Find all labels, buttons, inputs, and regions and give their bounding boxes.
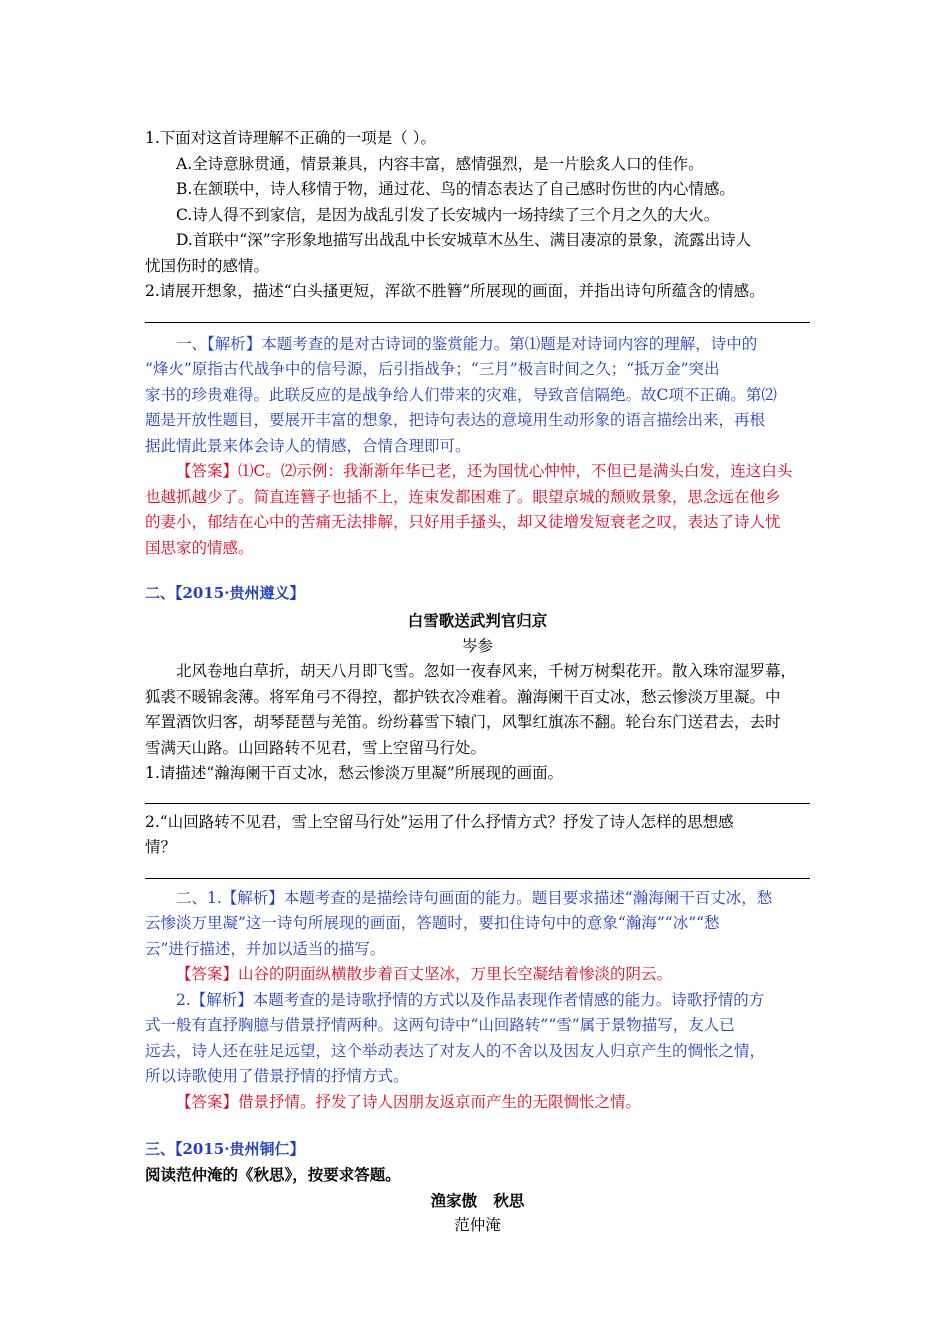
analysis-line: 云”进行描述，并加以适当的描写。	[145, 939, 386, 958]
analysis-line: 所以诗歌使用了借景抒情的抒情方式。	[145, 1067, 409, 1085]
poem-line: 狐裘不暖锦衾薄。将军角弓不得控，都护铁衣冷难着。瀚海阑干百丈冰，愁云惨淡万里凝。中	[145, 687, 781, 706]
analysis-line: 式一般有直抒胸臆与借景抒情两种。这两句诗中“山回路转”“雪”属于景物描写，友人已	[145, 1016, 735, 1034]
q1-option-d-cont: 忧国伤时的感情。	[145, 256, 270, 275]
analysis-line: 题是开放性题目，要展开丰富的想象，把诗句表达的意境用生动形象的语言描绘出来，再根	[145, 411, 766, 429]
q1-question: 1.下面对这首诗理解不正确的一项是（ ）。	[145, 129, 436, 147]
analysis-line: 一、【解析】本题考查的是对古诗词的鉴赏能力。第⑴题是对诗词内容的理解，诗中的	[176, 334, 758, 353]
analysis-line: 2.【解析】本题考查的是诗歌抒情的方式以及作品表现作者情感的能力。诗歌抒情的方	[176, 990, 765, 1009]
poem-title: 白雪歌送武判官归京	[407, 611, 548, 630]
analysis-line: “烽火”原指古代战争中的信号源，后引指战争；“三月”极言时间之久；“抵万金”突出	[145, 360, 720, 378]
q1-option-a: A.全诗意脉贯通，情景兼具，内容丰富，感情强烈，是一片脍炙人口的佳作。	[176, 154, 704, 173]
q2-question: 2.请展开想象，描述“白头搔更短，浑欲不胜簪”所展现的画面，并指出诗句所蕴含的情感。	[145, 282, 765, 300]
section-3-intro: 阅读范仲淹的《秋思》，按要求答题。	[145, 1165, 401, 1184]
s2-answer-1: 【答案】山谷的阴面纵横散步着百丈坚冰，万里长空凝结着惨淡的阴云。	[176, 965, 673, 983]
analysis-line: 远去，诗人还在驻足远望，这个举动表达了对友人的不舍以及因友人归京产生的惆怅之情，	[145, 1041, 766, 1060]
s2-q1: 1.请描述“瀚海阑干百丈冰，愁云惨淡万里凝”所展现的画面。	[145, 764, 564, 782]
answer-line-text: 国思家的情感。	[145, 538, 254, 557]
analysis-line: 家书的珍贵难得。此联反应的是战争给人们带来的灾难，导致音信隔绝。故C项不正确。第⑵	[145, 385, 777, 404]
s2-analysis-1	[145, 886, 810, 963]
answer-1	[145, 459, 810, 561]
poem-title: 渔家傲 秋思	[430, 1190, 525, 1210]
poem-line: 雪满天山路。山回路转不见君，雪上空留马行处。	[145, 738, 487, 757]
section-3-heading: 三、【2015·贵州铜仁】	[145, 1140, 305, 1158]
poem-line: 北风卷地白草折，胡天八月即飞雪。忽如一夜春风来，千树万树梨花开。散入珠帘湿罗幕，	[176, 662, 797, 680]
poem-author: 范仲淹	[454, 1216, 501, 1234]
analysis-line: 二、1.【解析】本题考查的是描绘诗句画面的能力。题目要求描述“瀚海阑干百丈冰，愁	[176, 888, 773, 907]
s2-q2: 2.“山回路转不见君，雪上空留马行处”运用了什么抒情方式？抒发了诗人怎样的思想感	[145, 812, 734, 831]
document-page	[145, 122, 810, 1239]
poem-author: 岑参	[461, 636, 493, 655]
answer-line-text: 也越抓越少了。简直连簪子也插不上，连束发都困难了。眼望京城的颓败景象，思念远在他乡	[145, 487, 781, 506]
s2-answer-2: 【答案】借景抒情。抒发了诗人因朋友返京而产生的无限惆怅之情。	[176, 1092, 642, 1111]
q1-option-c: C.诗人得不到家信，是因为战乱引发了长安城内一场持续了三个月之久的大火。	[176, 205, 720, 224]
q1-option-b: B.在颔联中，诗人移情于物，通过花、鸟的情态表达了自己感时伤世的内心情感。	[176, 180, 735, 198]
poem-line: 军置酒饮归客，胡琴琵琶与羌笛。纷纷暮雪下辕门，风掣红旗冻不翻。轮台东门送君去，去时	[145, 713, 781, 731]
s2-analysis-2	[145, 988, 810, 1090]
s2-q2-cont: 情？	[145, 838, 177, 856]
analysis-1	[145, 332, 810, 460]
analysis-line: 据此情此景来体会诗人的情感，合情合理即可。	[145, 436, 471, 455]
section-2-heading: 二、【2015·贵州遵义】	[145, 584, 305, 602]
answer-line-text: 的妻小，郁结在心中的苦痛无法排解，只好用手搔头，却又徒增发短衰老之叹，表达了诗人忧	[145, 513, 781, 531]
answer-line-text: 【答案】⑴C。⑵示例：我渐渐年华已老，还为国忧心忡忡，不但已是满头白发，连这白头	[176, 462, 793, 480]
q1-option-d: D.首联中“深”字形象地描写出战乱中长安城草木丛生、满目凄凉的景象，流露出诗人	[176, 231, 752, 249]
analysis-line: 云惨淡万里凝”这一诗句所展现的画面，答题时，要扣住诗句中的意象“瀚海”“冰”“愁	[145, 914, 720, 932]
